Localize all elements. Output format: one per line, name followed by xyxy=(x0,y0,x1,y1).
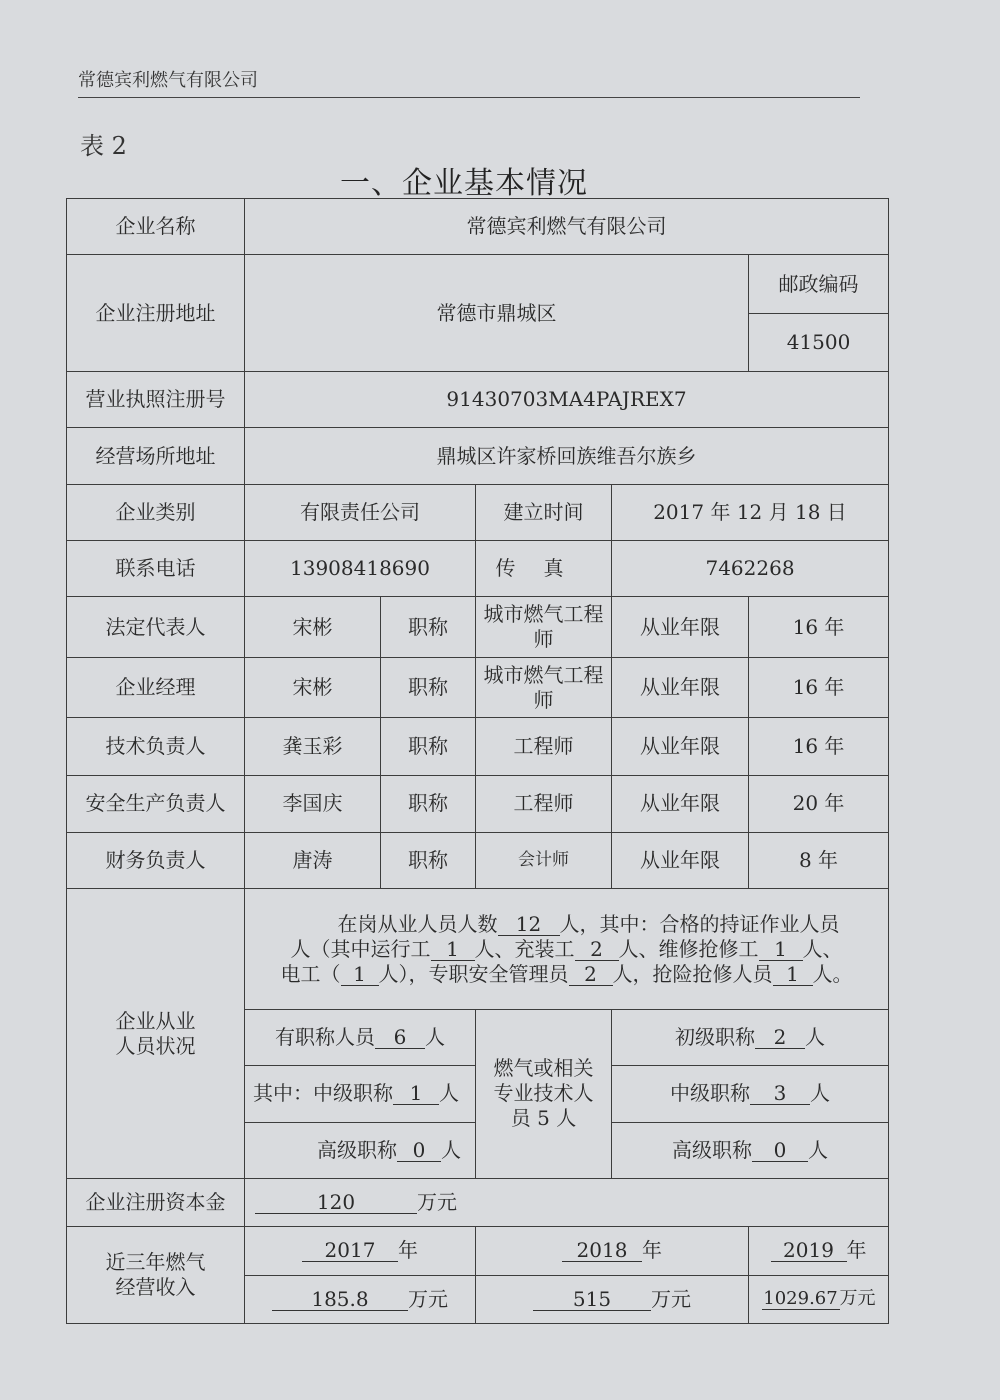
reg-address-value: 常德市鼎城区 xyxy=(245,255,749,372)
person-name: 唐涛 xyxy=(245,832,381,888)
person-role: 技术负责人 xyxy=(67,718,245,775)
right-senior-label: 高级职称 xyxy=(672,1137,752,1162)
junior-count: 2 xyxy=(755,1026,805,1049)
person-row xyxy=(67,775,889,832)
person-role: 安全生产负责人 xyxy=(67,775,245,832)
staff-label xyxy=(67,889,245,1179)
revenue-year: 2018 xyxy=(562,1239,642,1262)
person-row xyxy=(67,657,889,717)
year-unit: 年 xyxy=(846,1238,867,1263)
money-unit: 万元 xyxy=(651,1286,691,1311)
right-mid-count: 3 xyxy=(750,1082,810,1105)
year-unit: 年 xyxy=(642,1238,662,1263)
staff-text: 人，抢险抢修人员 xyxy=(612,961,773,986)
staff-total: 12 xyxy=(498,913,560,936)
staff-text: 人、维修抢修工 xyxy=(618,936,759,961)
year-unit: 年 xyxy=(398,1238,418,1263)
gas-tech-line: 员 5 人 xyxy=(510,1106,577,1131)
person-years-label: 从业年限 xyxy=(612,597,749,657)
license-no-label: 营业执照注册号 xyxy=(67,372,245,428)
reg-address-label: 企业注册地址 xyxy=(67,255,245,372)
revenue-year: 2019 xyxy=(771,1239,847,1262)
safety-managers-count: 2 xyxy=(569,963,613,986)
person-name: 李国庆 xyxy=(245,775,381,832)
person-title: 会计师 xyxy=(476,832,612,888)
revenue-year-cell xyxy=(476,1227,749,1275)
phone-label: 联系电话 xyxy=(67,541,245,597)
titled-count: 6 xyxy=(375,1026,425,1049)
postal-code-label: 邮政编码 xyxy=(749,255,889,313)
person-name: 宋彬 xyxy=(245,657,381,717)
person-title: 工程师 xyxy=(476,775,612,832)
staff-text: 在岗从业人员人数 xyxy=(337,911,498,936)
person-title-label: 职称 xyxy=(381,775,476,832)
staff-summary xyxy=(245,889,889,1010)
senior-title-staff xyxy=(245,1122,476,1178)
person-row xyxy=(67,597,889,657)
person-title: 工程师 xyxy=(476,718,612,775)
fax-label: 传真 xyxy=(476,541,612,597)
person-years: 16 年 xyxy=(749,597,889,657)
person-row xyxy=(67,718,889,775)
rescue-count: 1 xyxy=(773,963,813,986)
person-title-label: 职称 xyxy=(381,657,476,717)
person-years: 20 年 xyxy=(749,775,889,832)
person-years-label: 从业年限 xyxy=(612,657,749,717)
revenue-label-line1: 近三年燃气 xyxy=(105,1250,206,1275)
unit-text: 人 xyxy=(441,1137,461,1162)
titled-staff xyxy=(245,1009,476,1065)
revenue-amount: 185.8 xyxy=(272,1288,408,1311)
business-address-label: 经营场所地址 xyxy=(67,428,245,484)
revenue-amount-cell xyxy=(749,1275,889,1323)
electricians-count: 1 xyxy=(341,963,379,986)
revenue-amount-cell xyxy=(476,1275,749,1323)
company-name-value: 常德宾利燃气有限公司 xyxy=(245,199,889,255)
person-title: 城市燃气工程师 xyxy=(476,597,612,657)
revenue-label-line2: 经营收入 xyxy=(115,1275,196,1300)
revenue-amount: 515 xyxy=(533,1288,651,1311)
money-unit: 万元 xyxy=(839,1288,876,1310)
established-value: 2017 年 12 月 18 日 xyxy=(612,484,889,540)
unit-text: 人 xyxy=(425,1025,445,1050)
revenue-year: 2017 xyxy=(302,1239,398,1262)
senior-count: 0 xyxy=(397,1139,441,1162)
right-mid-title-staff xyxy=(612,1066,889,1122)
postal-code-value: 41500 xyxy=(749,313,889,371)
person-role: 企业经理 xyxy=(67,657,245,717)
staff-line-2 xyxy=(249,937,884,962)
staff-label-line2: 人员状况 xyxy=(115,1033,196,1058)
staff-line-3 xyxy=(249,962,884,987)
revenue-label xyxy=(67,1227,245,1324)
staff-line-1 xyxy=(249,912,884,937)
person-years-label: 从业年限 xyxy=(612,832,749,888)
mid-label: 其中：中级职称 xyxy=(253,1081,393,1106)
revenue-amount-cell xyxy=(245,1275,476,1323)
person-years: 16 年 xyxy=(749,657,889,717)
staff-text: 人、 xyxy=(802,936,843,961)
table-label: 表 2 xyxy=(80,132,127,160)
staff-text: 电工（ xyxy=(280,961,341,986)
person-role: 法定代表人 xyxy=(67,597,245,657)
gas-tech-line: 燃气或相关 xyxy=(493,1056,594,1081)
established-label: 建立时间 xyxy=(476,484,612,540)
capital-label: 企业注册资本金 xyxy=(67,1179,245,1227)
right-senior-title-staff xyxy=(612,1122,889,1178)
person-name: 龚玉彩 xyxy=(245,718,381,775)
category-label: 企业类别 xyxy=(67,484,245,540)
fillers-count: 2 xyxy=(575,938,619,961)
person-title-label: 职称 xyxy=(381,832,476,888)
company-name-label: 企业名称 xyxy=(67,199,245,255)
person-row xyxy=(67,832,889,888)
unit-text: 人 xyxy=(810,1081,830,1106)
category-value: 有限责任公司 xyxy=(245,484,476,540)
gas-tech-staff xyxy=(476,1009,612,1178)
capital-amount: 120 xyxy=(255,1191,417,1214)
money-unit: 万元 xyxy=(408,1286,448,1311)
junior-label: 初级职称 xyxy=(675,1025,755,1050)
person-years: 16 年 xyxy=(749,718,889,775)
senior-label: 高级职称 xyxy=(317,1137,397,1162)
staff-text: 人（其中运行工 xyxy=(290,936,431,961)
person-title-label: 职称 xyxy=(381,718,476,775)
phone-value: 13908418690 xyxy=(245,541,476,597)
revenue-year-cell xyxy=(749,1227,889,1275)
person-title: 城市燃气工程师 xyxy=(476,657,612,717)
capital-value xyxy=(245,1179,889,1227)
right-mid-label: 中级职称 xyxy=(670,1081,750,1106)
revenue-amount: 1029.67 xyxy=(763,1288,838,1310)
license-no-value: 91430703MA4PAJREX7 xyxy=(245,372,889,428)
unit-text: 人 xyxy=(805,1025,825,1050)
staff-text: 人、充装工 xyxy=(474,936,575,961)
section-title: 一、企业基本情况 xyxy=(340,166,588,201)
capital-unit: 万元 xyxy=(417,1190,457,1215)
enterprise-info-table xyxy=(66,198,889,1324)
staff-text: 人），专职安全管理员 xyxy=(378,961,569,986)
person-years-label: 从业年限 xyxy=(612,775,749,832)
right-senior-count: 0 xyxy=(752,1139,808,1162)
titled-label: 有职称人员 xyxy=(275,1025,375,1050)
person-role: 财务负责人 xyxy=(67,832,245,888)
fax-value: 7462268 xyxy=(612,541,889,597)
unit-text: 人 xyxy=(439,1081,459,1106)
person-name: 宋彬 xyxy=(245,597,381,657)
person-years: 8 年 xyxy=(749,832,889,888)
business-address-value: 鼎城区许家桥回族维吾尔族乡 xyxy=(245,428,889,484)
operators-count: 1 xyxy=(431,938,475,961)
staff-label-line1: 企业从业 xyxy=(115,1008,196,1033)
mid-title-staff xyxy=(245,1066,476,1122)
staff-text: 人。 xyxy=(812,961,853,986)
mid-count: 1 xyxy=(393,1082,439,1105)
unit-text: 人 xyxy=(808,1137,828,1162)
staff-text: 人，其中：合格的持证作业人员 xyxy=(559,911,840,936)
revenue-year-cell xyxy=(245,1227,476,1275)
gas-tech-line: 专业技术人 xyxy=(493,1081,594,1106)
repairers-count: 1 xyxy=(759,938,803,961)
junior-title-staff xyxy=(612,1009,889,1065)
page-header-company: 常德宾利燃气有限公司 xyxy=(78,66,860,98)
person-title-label: 职称 xyxy=(381,597,476,657)
person-years-label: 从业年限 xyxy=(612,718,749,775)
